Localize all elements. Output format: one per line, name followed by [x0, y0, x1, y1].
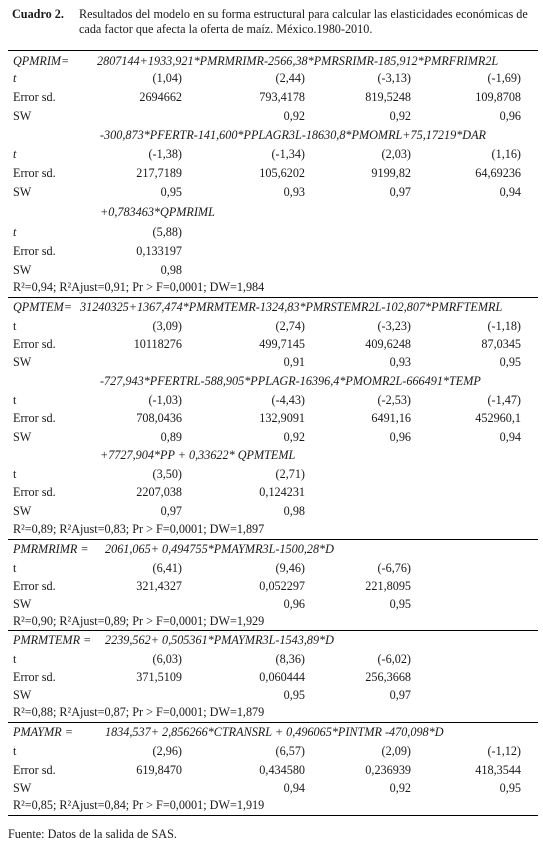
t-value: (2,03) [381, 147, 411, 161]
t-value: (5,88) [152, 225, 182, 239]
sw-row [0, 184, 543, 201]
row-label: t [13, 561, 17, 575]
sw-value: 0,97 [389, 185, 411, 199]
error-row [0, 762, 543, 779]
t-row [0, 70, 543, 87]
equation-text: -300,873*PFERTR-141,600*PPLAGR3L-18630,8*PMOMRL+75,17219*DAR [100, 128, 487, 142]
t-value: (2,44) [275, 71, 305, 85]
t-value: (2,09) [381, 744, 411, 758]
sw-value: 0,91 [283, 355, 305, 369]
equation-label: QPMRIM= [13, 54, 70, 68]
row-label: SW [13, 263, 32, 277]
equation-text: +7727,904*PP + 0,33622* QPMTEML [100, 448, 296, 462]
sw-value: 0,96 [499, 109, 521, 123]
sw-row [0, 503, 543, 520]
error-value: 105,6202 [259, 166, 305, 180]
row-label: t [13, 225, 17, 239]
error-value: 10118276 [133, 337, 182, 351]
fit-stats: R²=0,85; R²Ajust=0,84; Pr > F=0,0001; DW=1,919 [13, 798, 265, 812]
t-value: (6,03) [152, 652, 182, 666]
error-value: 708,0436 [136, 411, 182, 425]
t-row [0, 651, 543, 668]
sw-row [0, 780, 543, 797]
row-label: t [13, 467, 17, 481]
error-value: 221,8095 [365, 579, 411, 593]
t-value: (-1,03) [148, 393, 182, 407]
t-value: (-1,69) [487, 71, 521, 85]
sw-value: 0,94 [283, 781, 305, 795]
error-value: 87,0345 [481, 337, 521, 351]
t-value: (-3,23) [377, 319, 411, 333]
row-label: t [13, 319, 17, 333]
t-value: (-3,13) [377, 71, 411, 85]
equation-row [0, 632, 543, 649]
equation-label: PMAYMR = [13, 725, 74, 739]
t-value: (8,36) [275, 652, 305, 666]
t-row [0, 743, 543, 760]
error-value: 793,4178 [259, 90, 305, 104]
sw-row [0, 262, 543, 279]
t-row [0, 318, 543, 335]
row-label: t [13, 71, 17, 85]
t-value: (2,96) [152, 744, 182, 758]
sw-value: 0,92 [283, 430, 305, 444]
sw-value: 0,93 [389, 355, 411, 369]
error-value: 619,8470 [136, 763, 182, 777]
error-value: 371,5109 [136, 670, 182, 684]
fit-stats-row [0, 704, 543, 721]
sw-row [0, 354, 543, 371]
row-label: SW [13, 430, 32, 444]
fit-stats-row [0, 797, 543, 814]
error-value: 819,5248 [365, 90, 411, 104]
t-value: (-2,53) [377, 393, 411, 407]
t-row [0, 466, 543, 483]
row-label: t [13, 744, 17, 758]
sw-value: 0,95 [283, 688, 305, 702]
sw-value: 0,96 [283, 597, 305, 611]
error-value: 9199,82 [371, 166, 411, 180]
sw-value: 0,95 [499, 781, 521, 795]
equation-label: QPMTEM= [13, 300, 72, 314]
sw-value: 0,92 [389, 781, 411, 795]
equation-row [0, 204, 543, 221]
t-value: (-1,18) [487, 319, 521, 333]
error-row [0, 89, 543, 106]
error-row [0, 165, 543, 182]
fit-stats: R²=0,88; R²Ajust=0,87; Pr > F=0,0001; DW=1,879 [13, 705, 265, 719]
t-value: (2,74) [275, 319, 305, 333]
equation-row [0, 541, 543, 558]
row-label: SW [13, 355, 32, 369]
t-value: (6,57) [275, 744, 305, 758]
sw-row [0, 429, 543, 446]
row-label: Error sd. [13, 166, 56, 180]
sw-value: 0,97 [160, 504, 182, 518]
bottom-rule [8, 815, 538, 816]
row-label: Error sd. [13, 411, 56, 425]
row-label: t [13, 652, 17, 666]
block-rule [8, 539, 538, 540]
error-value: 0,060444 [259, 670, 305, 684]
t-value: (1,16) [491, 147, 521, 161]
sw-value: 0,98 [283, 504, 305, 518]
row-label: SW [13, 109, 32, 123]
error-value: 132,9091 [259, 411, 305, 425]
sw-value: 0,98 [160, 263, 182, 277]
error-value: 217,7189 [136, 166, 182, 180]
error-value: 256,3668 [365, 670, 411, 684]
fit-stats-row [0, 613, 543, 630]
equation-text: 2807144+1933,921*PMRMRIMR-2566,38*PMRSRIMR-185,912*PMRFRIMR2L [97, 54, 499, 68]
row-label: SW [13, 781, 32, 795]
row-label: t [13, 393, 17, 407]
fit-stats: R²=0,90; R²Ajust=0,89; Pr > F=0,0001; DW=1,929 [13, 614, 265, 628]
equation-row [0, 447, 543, 464]
block-rule [8, 297, 538, 298]
fit-stats-row [0, 521, 543, 538]
sw-value: 0,95 [389, 597, 411, 611]
error-value: 418,3544 [475, 763, 521, 777]
equation-row [0, 299, 543, 316]
error-row [0, 243, 543, 260]
error-row [0, 336, 543, 353]
row-label: Error sd. [13, 337, 56, 351]
sw-row [0, 596, 543, 613]
error-value: 6491,16 [371, 411, 411, 425]
row-label: Error sd. [13, 670, 56, 684]
fit-stats-row [0, 279, 543, 296]
sw-value: 0,92 [283, 109, 305, 123]
row-label: t [13, 147, 17, 161]
sw-row [0, 687, 543, 704]
t-value: (-1,38) [148, 147, 182, 161]
row-label: SW [13, 504, 32, 518]
equation-text: -727,943*PFERTRL-588,905*PPLAGR-16396,4*PMOMR2L-666491*TEMP [100, 374, 481, 388]
error-value: 0,052297 [259, 579, 305, 593]
fit-stats: R²=0,94; R²Ajust=0,91; Pr > F=0,0001; DW=1,984 [13, 280, 265, 294]
equation-text: 1834,537+ 2,856266*CTRANSRL + 0,496065*PINTMR -470,098*D [105, 725, 444, 739]
equation-row [0, 127, 543, 144]
sw-value: 0,95 [160, 185, 182, 199]
error-row [0, 669, 543, 686]
error-value: 2207,038 [136, 485, 182, 499]
t-value: (-6,02) [377, 652, 411, 666]
top-rule [8, 50, 538, 51]
sw-value: 0,94 [499, 430, 521, 444]
error-value: 409,6248 [365, 337, 411, 351]
row-label: Error sd. [13, 579, 56, 593]
sw-value: 0,94 [499, 185, 521, 199]
source-note: Fuente: Datos de la salida de SAS. [8, 827, 177, 841]
error-value: 64,69236 [475, 166, 521, 180]
error-row [0, 578, 543, 595]
error-value: 499,7145 [259, 337, 305, 351]
t-value: (-4,43) [271, 393, 305, 407]
equation-row [0, 373, 543, 390]
sw-value: 0,89 [160, 430, 182, 444]
fit-stats: R²=0,89; R²Ajust=0,83; Pr > F=0,0001; DW=1,897 [13, 522, 265, 536]
t-value: (-1,47) [487, 393, 521, 407]
sw-value: 0,92 [389, 109, 411, 123]
error-value: 109,8708 [475, 90, 521, 104]
caption-label: Cuadro 2. [12, 7, 64, 21]
equation-text: 2239,562+ 0,505361*PMAYMR3L-1543,89*D [105, 633, 334, 647]
t-value: (-6,76) [377, 561, 411, 575]
equation-text: 2061,065+ 0,494755*PMAYMR3L-1500,28*D [105, 542, 334, 556]
block-rule [8, 722, 538, 723]
t-value: (2,71) [275, 467, 305, 481]
row-label: Error sd. [13, 763, 56, 777]
t-row [0, 560, 543, 577]
error-value: 0,124231 [259, 485, 305, 499]
row-label: Error sd. [13, 485, 56, 499]
row-label: SW [13, 597, 32, 611]
t-value: (9,46) [275, 561, 305, 575]
sw-row [0, 108, 543, 125]
error-value: 0,133197 [136, 244, 182, 258]
sw-value: 0,93 [283, 185, 305, 199]
t-row [0, 146, 543, 163]
t-value: (3,09) [152, 319, 182, 333]
error-value: 0,236939 [365, 763, 411, 777]
sw-value: 0,97 [389, 688, 411, 702]
row-label: SW [13, 688, 32, 702]
row-label: Error sd. [13, 244, 56, 258]
error-value: 452960,1 [475, 411, 521, 425]
equation-row [0, 53, 543, 70]
row-label: Error sd. [13, 90, 56, 104]
t-value: (1,04) [152, 71, 182, 85]
error-value: 2694662 [139, 90, 182, 104]
equation-text: +0,783463*QPMRIML [100, 205, 215, 219]
equation-text: 31240325+1367,474*PMRMTEMR-1324,83*PMRSTEMR2L-102,807*PMRFTEMRL [80, 300, 503, 314]
error-value: 321,4327 [136, 579, 182, 593]
t-value: (3,50) [152, 467, 182, 481]
error-value: 0,434580 [259, 763, 305, 777]
sw-value: 0,95 [499, 355, 521, 369]
error-row [0, 410, 543, 427]
equation-label: PMRMRIMR = [13, 542, 89, 556]
t-value: (-1,12) [487, 744, 521, 758]
t-row [0, 392, 543, 409]
t-value: (-1,34) [271, 147, 305, 161]
block-rule [8, 630, 538, 631]
row-label: SW [13, 185, 32, 199]
caption-text: Resultados del modelo en su forma estructural para calcular las elasticidades económicas de cada factor que afecta la oferta de maíz. México.1980-2010. [79, 7, 528, 36]
error-row [0, 484, 543, 501]
sw-value: 0,96 [389, 430, 411, 444]
equation-row [0, 724, 543, 741]
equation-label: PMRMTEMR = [13, 633, 92, 647]
t-row [0, 224, 543, 241]
t-value: (6,41) [152, 561, 182, 575]
